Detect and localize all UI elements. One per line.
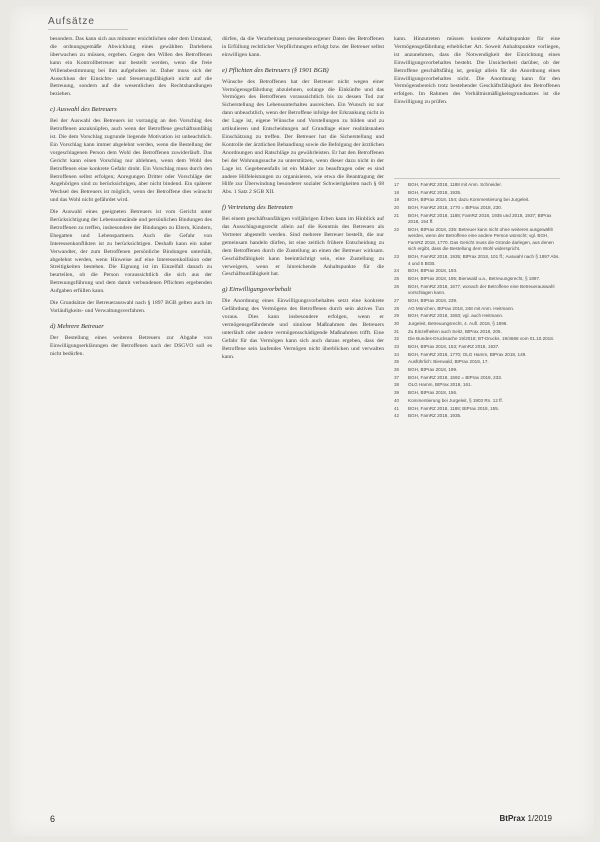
footnote-number: 33: [394, 344, 400, 349]
footnote-text: BGH, BtPrax 2018, 153; FamRZ 2018, 1937.: [408, 344, 500, 349]
footnote: [394, 190, 560, 197]
footnote: [394, 352, 560, 359]
footnote-number: 21: [394, 212, 400, 218]
document-page: [10, 6, 594, 836]
page-number: 6: [50, 814, 56, 824]
footnote: [394, 182, 560, 189]
footnote: [394, 197, 560, 204]
footnote: [394, 205, 560, 212]
footnote-number: 38: [394, 382, 400, 388]
footnote: [394, 336, 560, 343]
footnote: [394, 390, 560, 397]
section-heading: g) Einwilligungsvorbehalt: [222, 286, 292, 294]
footnote-number: 23: [394, 254, 400, 260]
footnote-number: 19: [394, 197, 400, 203]
footnote: [394, 329, 560, 336]
footnote-text: BGH, FamRZ 2018, 1188 mit Anm. Schneider.: [408, 182, 502, 187]
footnote: [394, 254, 560, 267]
footnote: [394, 306, 560, 313]
footnote-number: 31: [394, 328, 400, 334]
footnote: [394, 359, 560, 366]
column-1: [50, 36, 212, 363]
footnote-number: 37: [394, 374, 400, 380]
footnote-text: BGH, FamRZ 2018, 1677, wonach der Betroffene eine Betreuerauswahl vorschlagen kann.: [408, 283, 555, 296]
footnote-number: 30: [394, 320, 400, 326]
footnote-text: BGH, BtPrax 2018, 199.: [408, 367, 458, 373]
footnote: [394, 413, 560, 420]
footnote: [394, 375, 560, 382]
column-2: [222, 36, 384, 366]
footnote-number: 18: [394, 189, 400, 195]
footnote: [394, 398, 560, 405]
footnote-number: 36: [394, 367, 400, 373]
footnotes-block: [394, 178, 560, 421]
column-3: [394, 36, 560, 111]
footnote-text: BGH, FamRZ 2018, 1188; BtPrax 2018, 155.: [408, 405, 500, 411]
footnote-text: BGH, FamRZ 2018, 1935.: [408, 189, 462, 195]
footnote-number: 41: [394, 405, 400, 411]
footnote-text: BGH, BtPrax 2018, 235: Betreuer kann nicht ohne weiteres ausgewählt werden, wenn der Betroffene eine andere Person wünscht; vgl. BGH, FamRZ 2018, 1770. Das Gericht muss die Gründe darlegen, aus denen sich ergibt, dass die Bestellung dem Wohl widerspricht.: [408, 226, 554, 252]
footnote-number: 40: [394, 397, 400, 403]
footnote-number: 25: [394, 276, 400, 281]
footnote: [394, 268, 560, 275]
footnote: [394, 321, 560, 328]
section-heading: f) Vertretung des Betreuten: [222, 204, 293, 212]
footnote-number: 39: [394, 390, 400, 396]
footnote-text: BGH, FamRZ 2018, 1770 = BtPrax 2018, 230.: [408, 205, 503, 211]
footnote: [394, 298, 560, 305]
footnote-text: BGH, BtPrax 2018, 156.: [408, 390, 458, 396]
paragraph: kann. Hinzutreten müssen konkrete Anhaltspunkte für eine Vermögensgefährdung erheblicher Art. Soweit Anhaltspunkte vorliegen, ist anzunehmen, dass die Notwendigkeit der Einrichtung eines Einwilligungsvorbehaltes besteht. Die Unsicherheit darüber, ob der Betroffene geschäftsfähig ist, genügt allein für die Anordnung eines Einwilligungsvorbehaltes nicht. Die Anordnung kann für den Vermögensbereich trotz bestehender Geschäftsfähigkeit des Betroffenen erfolgen. Im Rahmen des Verhältnismäßigkeitsgrundsatzes ist die Einwilligung zu prüfen.: [394, 36, 560, 106]
section-header: Aufsätze: [48, 16, 128, 30]
paragraph: Bei einem geschäftsunfähigen volljährigen Erben kann im Hinblick auf das Ausschlagungsrecht allein auf die Kenntnis des Betreuers als Vertreter abgestellt werden. Sind mehrere Betreuer bestellt, die nur gemeinsam handeln dürfen, ist eine zeitlich frühere Entscheidung zu dem Betroffenen durch die Zustellung an einen der Betreuer wirksam. Geschäftsfähigkeit kann beeinträchtigt sein, eine Zustellung zu verweigern, wenn er hinreichende Anhaltspunkte für die Geschäftsunfähigkeit hat.: [222, 216, 384, 278]
footnote-number: 24: [394, 268, 400, 274]
footnote-number: 20: [394, 205, 400, 211]
footnote-number: 26: [394, 283, 400, 289]
footnote-text: BGH, FamRZ 2018, 1188; FamRZ 2018, 1935 und 2018, 1937; BtPrax 2018, 154 ff.: [408, 212, 552, 225]
section-heading: e) Pflichten des Betreuers (§ 1901 BGB): [222, 66, 329, 74]
footnote: [394, 313, 560, 320]
footnote-number: 35: [394, 359, 400, 365]
footnote-number: 28: [394, 305, 400, 311]
footnote-text: BGH, FamRZ 2018, 1935.: [408, 413, 462, 419]
paragraph: Die Auswahl eines geeigneten Betreuers ist vom Gericht unter Berücksichtigung der Lebensumstände und persönlichen Bindungen des Betroffenen zu treffen, insbesondere der Bindungen zu Eltern, Kindern, Ehegatten und Lebenspartnern. Auch die Gefahr von Interessenkonflikten ist zu berücksichtigen. Deshalb kann ein naher Verwandter, der zum Betroffenen persönliche Bindungen unterhält, abgelehnt werden, wenn Hinweise auf eine Interessenkollision oder Streitigkeiten bestehen. Die Eignung ist im Einzelfall danach zu beurteilen, ob die Person voraussichtlich die sich aus der Betreuungsführung und dem damit verbundenen Pflichten ergebenden Aufgaben erfüllen kann.: [50, 209, 212, 295]
footnote-text: AG München, BtPrax 2018, 248 mit Anm. Heitmann.: [408, 305, 515, 311]
paragraph: Der Bestellung eines weiteren Betreuers zur Abgabe von Einwilligungserklärungen der Betroffenen nach der DSGVO soll es nicht bedürfen.: [50, 334, 212, 357]
paragraph: Wünsche des Betroffenen hat der Betreuer nicht wegen einer Vermögensgefährdung abzulehnen, solange die Einkünfte und das Vermögen des Betroffenen voraussichtlich bis zu dessen Tod zur Sicherstellung des Lebensunterhaltes ausreichen. Ein Wunsch ist nur dann unbeachtlich, wenn der Betroffene infolge der Erkrankung nicht in der Lage ist, eigene Wünsche und Vorstellungen zu bilden und zu artikulieren und Entscheidungen auf Grundlage einer realitätsnahen Einschätzung zu treffen. Der Betreuer hat die Sicherstellung und Kontrolle der ärztlichen Behandlung sowie die Befolgung der ärztlichen Anordnungen und Ratschläge zu gewährleisten. Er hat den Betroffenen bei der Wohnungssuche zu unterstützen, wenn dieser dazu nicht in der Lage ist. Gegebenenfalls ist ein Makler zu beauftragen oder es sind andere Hilfeleistungen zu organisieren, wie etwa die Beantragung der Hilfe zur Überwindung besonderer sozialer Schwierigkeiten nach § 68 Abs. 1 Satz 2 SGB XII.: [222, 78, 384, 196]
footnote-number: 22: [394, 226, 400, 232]
footnote: [394, 276, 560, 283]
footnote: [394, 406, 560, 413]
footnote: [394, 227, 560, 253]
footnote-text: OLG Hamm, BtPrax 2018, 161.: [408, 382, 472, 388]
footnote-text: Jurgeleit, Betreuungsrecht, 4. Aufl. 2018, § 1896.: [408, 320, 508, 326]
footnote-text: BGH, FamRZ 2018, 1593; vgl. auch Heitmann.: [408, 313, 504, 319]
journal-footer: [500, 814, 553, 823]
journal-issue: 1/2019: [527, 814, 552, 823]
footnote: [394, 213, 560, 226]
footnote-text: Zu Einzelheiten auch Seitz, BtPrax 2018, 205.: [408, 328, 502, 334]
footnote-text: BGH, BtPrax 2018, 193.: [408, 268, 458, 274]
footnote-number: 27: [394, 297, 400, 303]
footnote-text: BGH, FamRZ 2018, 1770; OLG Hamm, BtPrax 2018, 149.: [408, 351, 527, 357]
footnote-number: 17: [394, 182, 400, 187]
footnote-text: BGH, BtPrax 2018, 239.: [408, 297, 458, 303]
footnote-text: BGH, BtPrax 2018, 195; Bienwald u.a., Betreuungsrecht, § 1897.: [408, 276, 541, 281]
footnote-text: BGH, BtPrax 2018, 154; dazu Kommentierung bei Jurgeleit.: [408, 197, 530, 203]
footnote-number: 32: [394, 336, 400, 342]
footnote-number: 42: [394, 413, 400, 419]
paragraph: dürfen, da die Verarbeitung personenbezogener Daten des Betroffenen in Erfüllung rechtlicher Verpflichtungen erfolgt bzw. der Betreuer selbst einwilligen kann.: [222, 36, 384, 58]
journal-name: BtPrax: [499, 814, 526, 823]
paragraph: Die Grundsätze der Betreuerauswahl nach § 1897 BGB gelten auch im Vorläufigkeits- und Verwaltungsverfahren.: [50, 300, 212, 314]
paragraph: Bei der Auswahl des Betreuers ist vorrangig an den Vorschlag des Betroffenen anzuknüpfen, auch wenn der Betroffene geschäftsunfähig ist. Die dem Vorschlag zugrunde liegende Motivation ist unbeachtlich. Ein Vorschlag kann immer abgelehnt werden, wenn die Bestellung der vorgeschlagenen Person dem Wohl des Betroffenen zuwiderläuft. Das Gericht kann einen Vorschlag nur ablehnen, wenn dem Wohl des Betroffenen eine konkrete Gefahr droht. Ein Vorschlag muss durch den Betroffenen selbst erfolgen; Anregungen Dritter oder Vorschläge der Angehörigen sind zu berücksichtigen, aber nicht bindend. Ein späterer Wechsel des Betreuers ist möglich, wenn der Betroffene dies wünscht und das Wohl nicht gefährdet wird.: [50, 118, 212, 204]
footnote-text: BGH, FamRZ 2018, 1935; BtPrax 2018, 101 ff.; Auswahl nach § 1897 Abs. 4 und 5 BGB.: [408, 254, 560, 266]
footnote: [394, 367, 560, 374]
footnote: [394, 382, 560, 389]
paragraph: besonders. Das kann sich aus mitunter ersichtlichen oder dem Umstand, die ordnungsgemäße Abwicklung eines gewählten Darlehens überwachen zu müssen, ergeben. Gegen den Willen des Betroffenen kann ein Kontrollbetreuer nur bestellt werden, wenn die freie Willensbestimmung bei ihm aufgehoben ist. Daher muss sich der Ausschluss der Einsichts- und Steuerungsfähigkeit nicht auf die Betreuung, sondern auf die wesentlichen des Rechtshandlungen beziehen.: [50, 36, 212, 98]
section-heading: d) Mehrere Betreuer: [50, 322, 104, 330]
footnote-number: 34: [394, 351, 400, 357]
footnote-text: Kommentierung bei Jurgeleit, § 1903 Rn. 12 ff.: [408, 397, 503, 403]
footnote-text: BGH, FamRZ 2018, 1592 = BtPrax 2018, 233.: [408, 374, 503, 380]
paragraph: Die Anordnung eines Einwilligungsvorbehaltes setzt eine konkrete Gefährdung des Vermögens des Betroffenen durch sein aktives Tun voraus. Dies kann insbesondere erfolgen, wenn er vermögensgefährdende und sinnlose Maßnahmen des Betreuers unterläuft oder andere vermögensschädigende Maßnahmen trifft. Eine Gefahr für das Vermögen kann sich auch daraus ergeben, dass der Betroffene sein laufendes Vermögen nicht überblicken und verwalten kann.: [222, 298, 384, 360]
footnote-number: 29: [394, 313, 400, 319]
footnote: [394, 284, 560, 297]
footnote: [394, 344, 560, 351]
section-heading: c) Auswahl des Betreuers: [50, 106, 117, 114]
footnote-text: Ausführlich: Bienwald, BtPrax 2018, 17.: [408, 359, 489, 365]
footnote-text: Die Bundes-Drucksache 19/2018; BT-Drucks. 19/4668 vom 01.10.2018.: [408, 336, 555, 342]
